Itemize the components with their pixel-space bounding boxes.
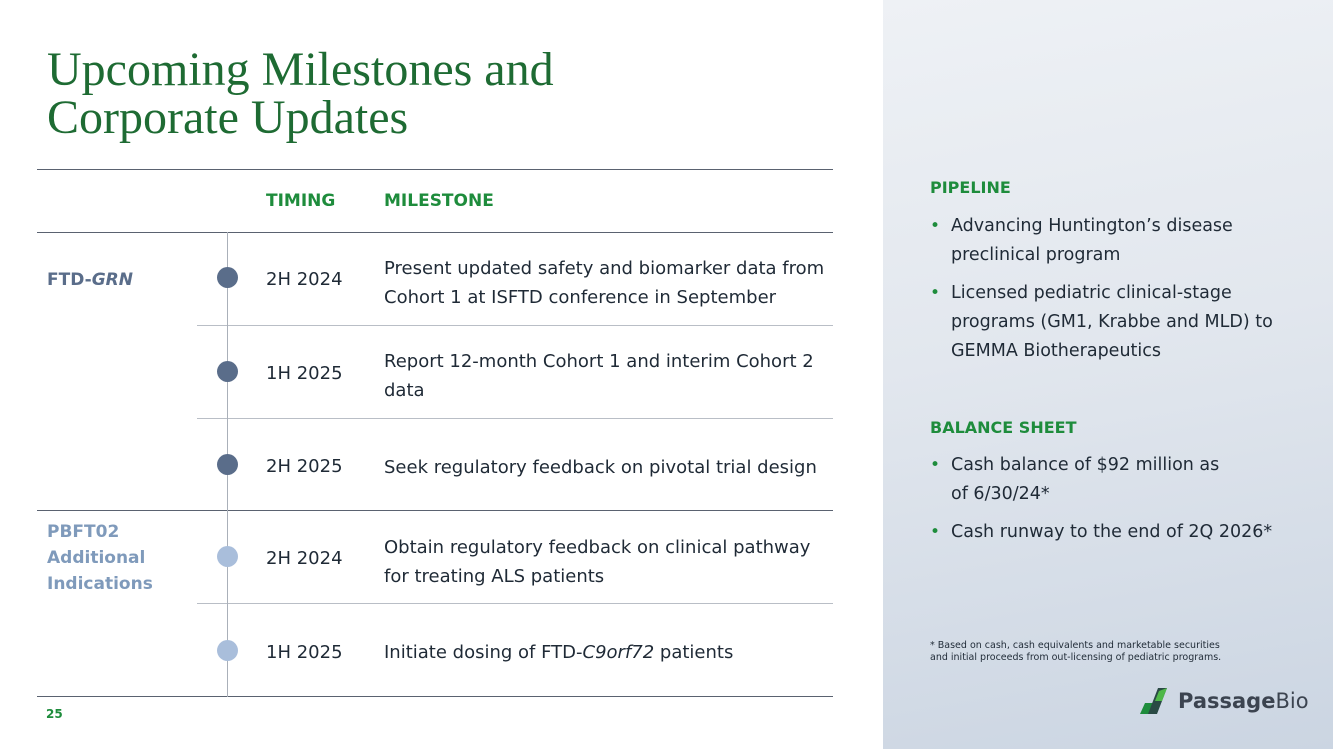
timeline-dot <box>217 361 238 382</box>
row-divider <box>197 418 833 419</box>
group-divider <box>37 510 833 511</box>
bullet-icon: • <box>930 216 941 236</box>
timing-cell: 2H 2024 <box>266 269 343 290</box>
group-label-line: Indications <box>47 574 153 594</box>
list-item <box>930 212 1320 270</box>
balance-sheet-heading: BALANCE SHEET <box>930 418 1077 437</box>
timing-cell: 1H 2025 <box>266 642 343 663</box>
row-divider <box>197 325 833 326</box>
timing-column-header: TIMING <box>266 191 336 211</box>
group-label-gene: GRN <box>91 270 133 290</box>
milestone-column-header: MILESTONE <box>384 191 494 211</box>
pipeline-heading: PIPELINE <box>930 178 1011 197</box>
logo-word-passage: Passage <box>1178 689 1276 713</box>
company-logo <box>1140 687 1309 715</box>
list-item-text: of 6/30/24* <box>951 484 1050 504</box>
milestone-cell: Seek regulatory feedback on pivotal trial design <box>384 457 817 478</box>
list-item-text: Cash runway to the end of 2Q 2026* <box>951 522 1273 542</box>
logo-word-bio: Bio <box>1275 689 1309 713</box>
row-divider <box>197 603 833 604</box>
list-item <box>930 451 1320 509</box>
table-bottom-rule <box>37 696 833 697</box>
milestone-text: Initiate dosing of FTD- <box>384 642 583 663</box>
slide-title <box>47 43 807 144</box>
list-item <box>930 518 1320 547</box>
milestone-cell: Present updated safety and biomarker data from Cohort 1 at ISFTD conference in September <box>384 258 825 308</box>
milestone-gene: C9orf72 <box>582 642 655 663</box>
timing-cell: 1H 2025 <box>266 363 343 384</box>
group-label-line: PBFT02 <box>47 522 120 542</box>
list-item <box>930 279 1320 366</box>
bullet-icon: • <box>930 283 941 303</box>
timeline-dot <box>217 546 238 567</box>
timing-cell: 2H 2024 <box>266 548 343 569</box>
table-top-rule <box>37 169 833 170</box>
milestone-cell <box>384 638 834 667</box>
slide-title-line-1: Upcoming Milestones and <box>47 43 554 96</box>
timeline-dot <box>217 267 238 288</box>
pipeline-list <box>930 212 1320 375</box>
table-header-rule <box>37 232 833 233</box>
list-item-text: Advancing Huntington’s disease preclinical program <box>951 216 1233 265</box>
group-label-line: Additional <box>47 548 146 568</box>
bullet-icon: • <box>930 522 941 542</box>
milestone-text: patients <box>654 642 734 663</box>
slide-number: 25 <box>46 707 63 721</box>
bullet-icon: • <box>930 455 941 475</box>
timing-cell: 2H 2025 <box>266 456 343 477</box>
group-label-ftd-grn <box>47 267 133 293</box>
logo-mark-icon <box>1140 688 1170 714</box>
list-item-text: Cash balance of $92 million as <box>951 455 1220 475</box>
milestone-cell: Report 12-month Cohort 1 and interim Cohort 2 data <box>384 351 814 401</box>
footnote: * Based on cash, cash equivalents and marketable securities and initial proceeds from out-licensing of pediatric programs. <box>930 640 1222 663</box>
timeline-dot <box>217 640 238 661</box>
slide-title-line-2: Corporate Updates <box>47 91 409 144</box>
timeline-dot <box>217 454 238 475</box>
balance-sheet-list <box>930 451 1320 556</box>
list-item-text: Licensed pediatric clinical-stage programs (GM1, Krabbe and MLD) to GEMMA Biotherapeutics <box>951 283 1273 361</box>
milestone-cell: Obtain regulatory feedback on clinical pathway for treating ALS patients <box>384 537 811 587</box>
group-label-pbft02 <box>47 519 153 597</box>
logo-wordmark <box>1178 689 1309 713</box>
group-label-prefix: FTD- <box>47 270 92 290</box>
